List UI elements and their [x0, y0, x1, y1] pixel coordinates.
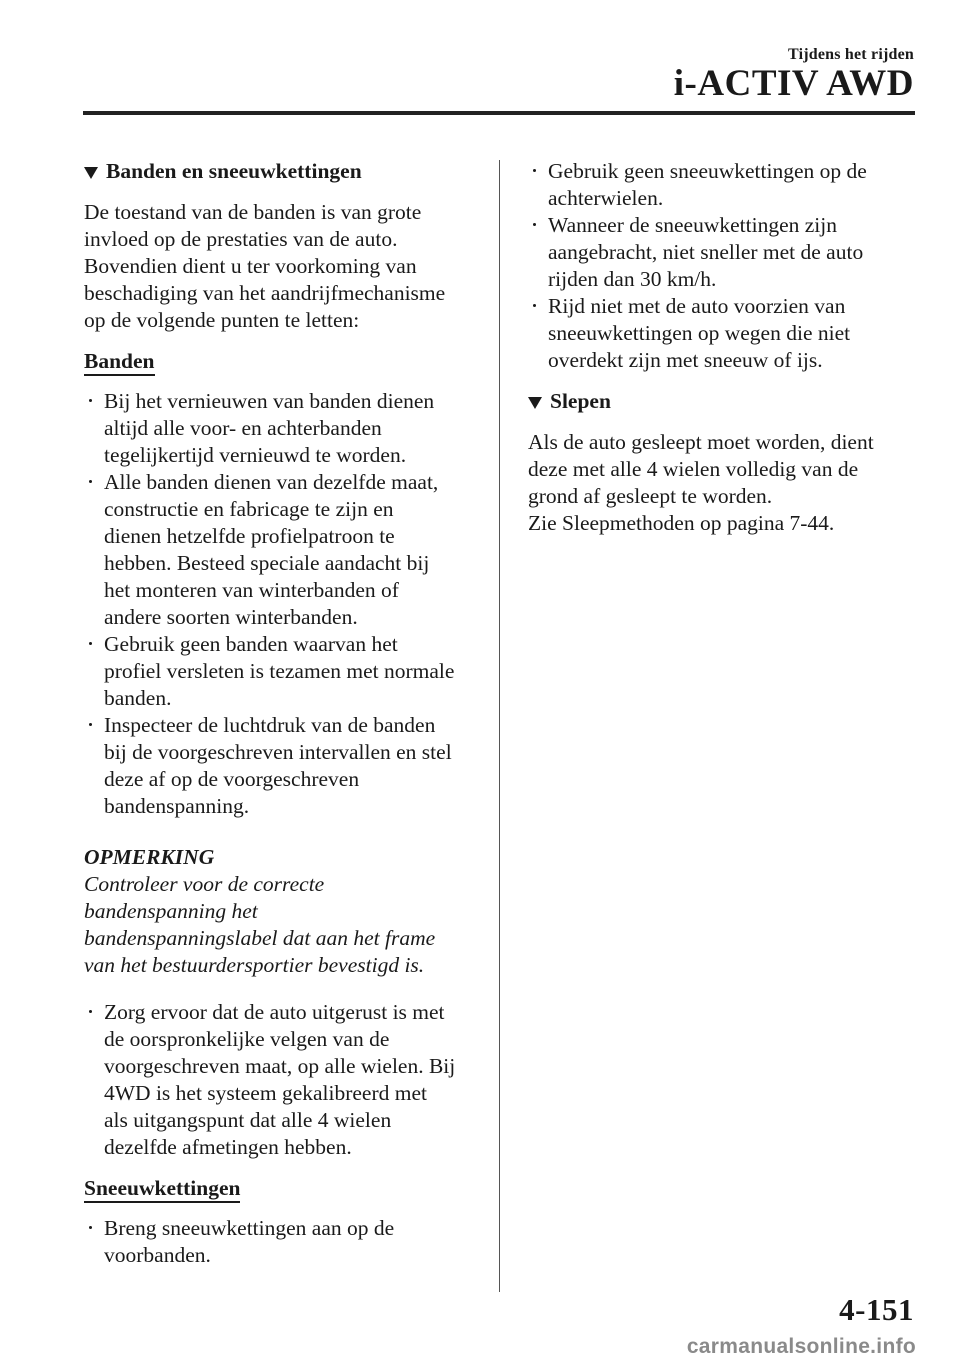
note-line: bandenspanningslabel dat aan het frame	[84, 926, 436, 950]
subheading-sneeuwkettingen: Sneeuwkettingen	[84, 1176, 240, 1203]
bullet-icon	[533, 169, 536, 172]
left-column	[84, 158, 476, 1269]
text-line: hebben. Besteed speciale aandacht bij	[104, 551, 430, 575]
list-item	[84, 1215, 476, 1269]
list-item	[528, 158, 920, 212]
text-line: overdekt zijn met sneeuw of ijs.	[548, 348, 823, 372]
text-line: grond af gesleept te worden.	[528, 484, 773, 508]
bullet-icon	[89, 723, 92, 726]
text-line: 4WD is het systeem gekalibreerd met	[104, 1081, 427, 1105]
text-line: Alle banden dienen van dezelfde maat,	[104, 470, 439, 494]
text-line: als uitgangspunt dat alle 4 wielen	[104, 1108, 392, 1132]
text-line: voorbanden.	[104, 1243, 211, 1267]
text-line: de oorspronkelijke velgen van de	[104, 1027, 390, 1051]
text-line: sneeuwkettingen op wegen die niet	[548, 321, 851, 345]
text-line: andere soorten winterbanden.	[104, 605, 358, 629]
text-line: constructie en fabricage te zijn en	[104, 497, 394, 521]
intro-paragraph	[84, 199, 476, 334]
header-rule	[83, 111, 915, 115]
list-item	[84, 388, 476, 469]
text-line: banden.	[104, 686, 172, 710]
text-line: tegelijkertijd vernieuwd te worden.	[104, 443, 407, 467]
text-line: Gebruik geen sneeuwkettingen op de	[548, 159, 867, 183]
text-line: Wanneer de sneeuwkettingen zijn	[548, 213, 838, 237]
text-line: Zie Sleepmethoden op pagina 7-44.	[528, 511, 835, 535]
text-line: invloed op de prestaties van de auto.	[84, 227, 398, 251]
text-line: deze met alle 4 wielen volledig van de	[528, 457, 859, 481]
running-section-title: Tijdens het rijden	[788, 46, 914, 63]
bullet-icon	[533, 223, 536, 226]
text-line: Als de auto gesleept moet worden, dient	[528, 430, 874, 454]
note-line: van het bestuurdersportier bevestigd is.	[84, 953, 425, 977]
list-item	[84, 999, 476, 1161]
column-divider	[499, 160, 500, 1292]
text-line: bandenspanning.	[104, 794, 250, 818]
text-line: Rijd niet met de auto voorzien van	[548, 294, 846, 318]
list-item	[528, 293, 920, 374]
extra-banden-list	[84, 999, 476, 1161]
note-line: Controleer voor de correcte	[84, 872, 325, 896]
triangle-marker-icon	[84, 167, 98, 179]
list-item	[528, 212, 920, 293]
note-block	[84, 844, 476, 979]
section-heading-banden-kettingen: Banden en sneeuwkettingen	[84, 158, 476, 185]
text-line: Inspecteer de luchtdruk van de banden	[104, 713, 436, 737]
text-line: rijden dan 30 km/h.	[548, 267, 717, 291]
text-line: achterwielen.	[548, 186, 664, 210]
text-line: op de volgende punten te letten:	[84, 308, 360, 332]
text-line: aangebracht, niet sneller met de auto	[548, 240, 864, 264]
text-line: profiel versleten is tezamen met normale	[104, 659, 455, 683]
triangle-marker-icon	[528, 397, 542, 409]
note-title: OPMERKING	[84, 845, 215, 869]
bullet-icon	[89, 642, 92, 645]
banden-list	[84, 388, 476, 820]
list-item	[84, 712, 476, 820]
bullet-icon	[89, 1226, 92, 1229]
note-line: bandenspanning het	[84, 899, 258, 923]
text-line: beschadiging van het aandrijfmechanisme	[84, 281, 446, 305]
right-column	[528, 158, 920, 551]
bullet-icon	[89, 480, 92, 483]
text-line: voorgeschreven maat, op alle wielen. Bij	[104, 1054, 456, 1078]
subheading-banden: Banden	[84, 349, 155, 376]
text-line: Gebruik geen banden waarvan het	[104, 632, 398, 656]
text-line: altijd alle voor- en achterbanden	[104, 416, 382, 440]
page-number: 4-151	[839, 1292, 914, 1327]
bullet-icon	[89, 399, 92, 402]
text-line: De toestand van de banden is van grote	[84, 200, 422, 224]
text-line: het monteren van winterbanden of	[104, 578, 399, 602]
watermark: carmanualsonline.info	[686, 1335, 916, 1358]
text-line: dienen hetzelfde profielpatroon te	[104, 524, 395, 548]
text-line: bij de voorgeschreven intervallen en stel	[104, 740, 452, 764]
list-item	[84, 469, 476, 631]
text-line: dezelfde afmetingen hebben.	[104, 1135, 352, 1159]
chapter-title: i-ACTIV AWD	[673, 63, 914, 104]
text-line: Zorg ervoor dat de auto uitgerust is met	[104, 1000, 445, 1024]
text-line: Bij het vernieuwen van banden dienen	[104, 389, 435, 413]
bullet-icon	[89, 1010, 92, 1013]
text-line: Bovendien dient u ter voorkoming van	[84, 254, 417, 278]
text-line: deze af op de voorgeschreven	[104, 767, 360, 791]
kettingen-list	[84, 1215, 476, 1269]
kettingen-list-continued	[528, 158, 920, 374]
list-item	[84, 631, 476, 712]
bullet-icon	[533, 304, 536, 307]
slepen-paragraph	[528, 429, 920, 537]
text-line: Breng sneeuwkettingen aan op de	[104, 1216, 395, 1240]
section-heading-slepen: Slepen	[528, 388, 920, 415]
